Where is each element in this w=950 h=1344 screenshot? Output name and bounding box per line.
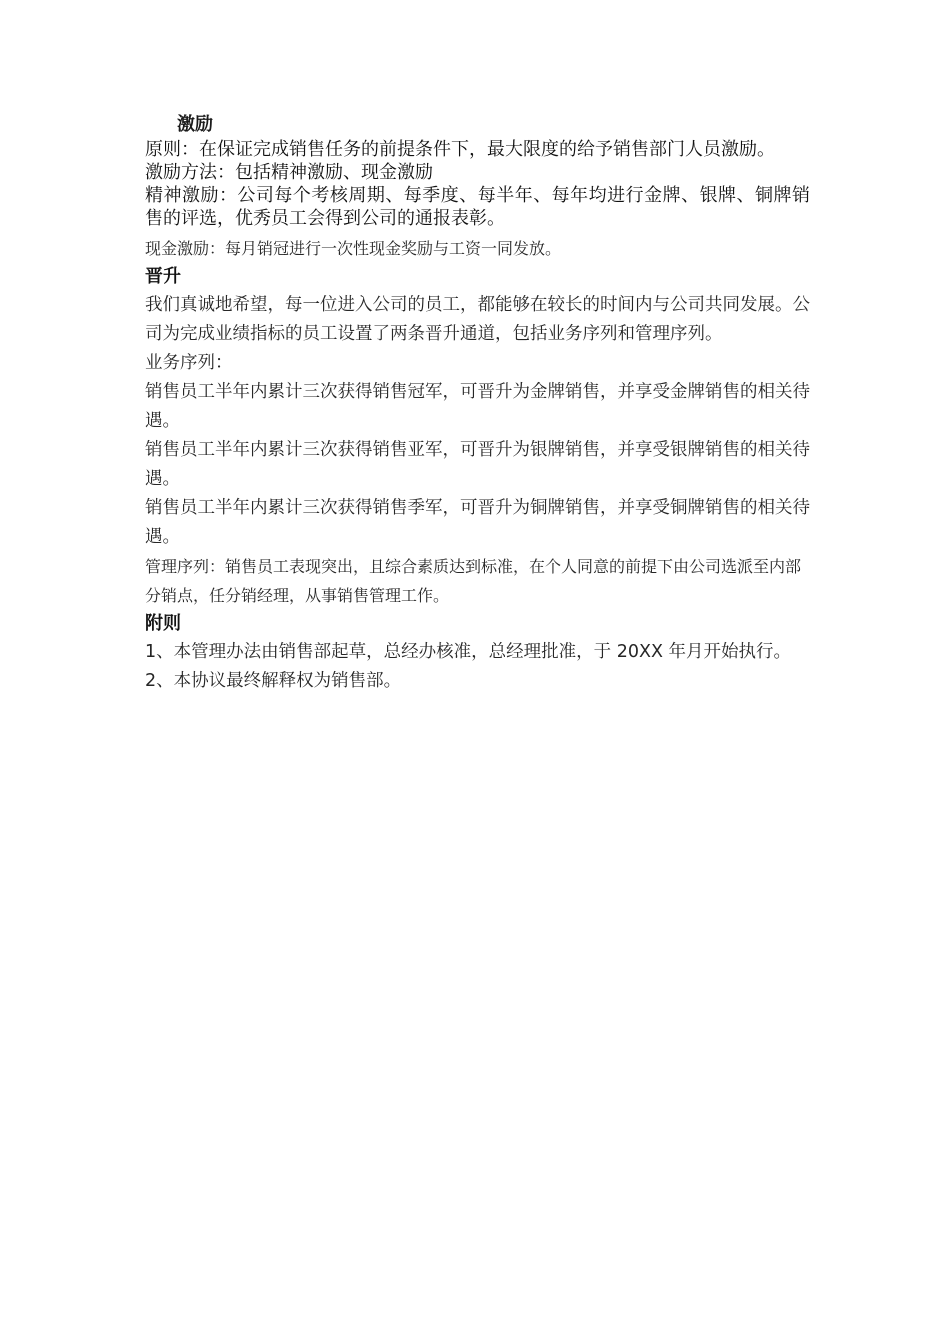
- incentive-spiritual: 精神激励：公司每个考核周期、每季度、每半年、每年均进行金牌、银牌、铜牌销售的评选，优秀员工会得到公司的通报表彰。: [145, 185, 810, 229]
- promotion-management: 管理序列：销售员工表现突出，且综合素质达到标准，在个人同意的前提下由公司选派至内部分销点，任分销经理，从事销售管理工作。: [145, 557, 802, 605]
- incentive-cash: 现金激励：每月销冠进行一次性现金奖励与工资一同发放。: [145, 239, 562, 258]
- promotion-gold: 销售员工半年内累计三次获得销售冠军，可晋升为金牌销售，并享受金牌销售的相关待遇。: [145, 382, 810, 431]
- incentive-methods: 激励方法：包括精神激励、现金激励: [145, 162, 433, 183]
- appendix-item-1: 1、本管理办法由销售部起草，总经办核准，总经理批准，于 20XX 年月开始执行。: [145, 642, 792, 662]
- incentive-principle: 原则：在保证完成销售任务的前提条件下，最大限度的给予销售部门人员激励。: [145, 139, 775, 160]
- appendix-item-2: 2、本协议最终解释权为销售部。: [145, 671, 402, 691]
- document-page: [145, 112, 810, 696]
- promotion-silver: 销售员工半年内累计三次获得销售亚军，可晋升为银牌销售，并享受银牌销售的相关待遇。: [145, 440, 810, 489]
- promotion-business-label: 业务序列：: [145, 353, 233, 373]
- promotion-intro: 我们真诚地希望，每一位进入公司的员工，都能够在较长的时间内与公司共同发展。公司为完成业绩指标的员工设置了两条晋升通道，包括业务序列和管理序列。: [145, 295, 810, 344]
- promotion-bronze: 销售员工半年内累计三次获得销售季军，可晋升为铜牌销售，并享受铜牌销售的相关待遇。: [145, 498, 810, 547]
- incentive-heading: 激励: [177, 114, 213, 135]
- promotion-heading: 晋升: [145, 266, 181, 287]
- appendix-heading: 附则: [145, 613, 181, 634]
